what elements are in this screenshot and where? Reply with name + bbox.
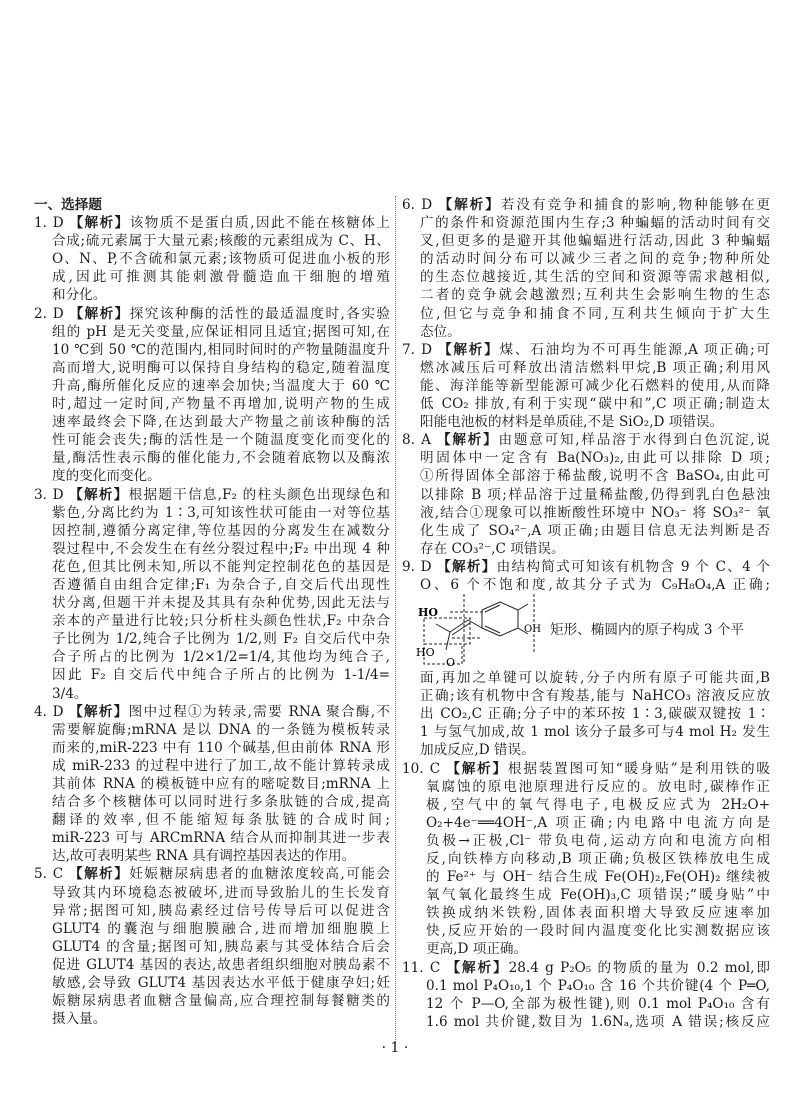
answer-letter: C bbox=[52, 866, 64, 883]
answer-text: 根据装置图可知“暖身贴”是利用铁的吸 bbox=[507, 760, 770, 777]
answer-line: 敏感,会导致 GLUT4 基因表达水平低于健康孕妇;妊 bbox=[52, 975, 390, 992]
answer-line: O、6 个不饱和度,故其分子式为 C₉H₈O₄,A 正确; bbox=[420, 576, 770, 593]
answer-line: 亲本的产量进行比较;只分析柱头颜色性状,F₂ 中杂合 bbox=[52, 613, 390, 630]
answer-line: 成 miR-233 的过程中进行了加工,故不能计算转录成 bbox=[52, 757, 390, 774]
question-number: 3. bbox=[34, 486, 47, 503]
answer-line: 合成;硫元素属于大量元素;核酸的元素组成为 C、H、 bbox=[52, 233, 390, 250]
answer-line: 紫色,分离比约为 1∶3,可知该性状可能由一对等位基 bbox=[52, 504, 390, 521]
analysis-tag: 【解析】 bbox=[438, 341, 500, 358]
answer-text: 28.4 g P₂O₅ 的物质的量为 0.2 mol,即 bbox=[508, 959, 770, 976]
answer-line: 量,酶活性表示酶的催化能力,不会随着底物以及酶浓 bbox=[52, 450, 390, 467]
answer-line: 高而增大,说明酶可以保持自身结构的稳定,随着温度 bbox=[52, 359, 390, 376]
answer-line: 加成反应,D 错误。 bbox=[420, 742, 535, 759]
answer-line: miR-223 可与 ARCmRNA 结合从而抑制其进一步表 bbox=[52, 830, 390, 847]
answer-line: 娠糖尿病患者血糖含量偏高,应合理控制每餐糖类的 bbox=[52, 993, 390, 1010]
answer-line: 结合多个核糖体可以同时进行多条肽链的合成,提高 bbox=[52, 794, 390, 811]
answer-line: 1.6 mol 共价键,数目为 1.6Nₐ,选项 A 错误;核反应 bbox=[426, 1013, 770, 1030]
answer-letter: D bbox=[52, 215, 64, 232]
answer-text: 该物质不是蛋白质,因此不能在核糖体上 bbox=[129, 215, 390, 232]
answer-line: 燃冰减压后可释放出清洁燃料甲烷,B 项正确;利用风 bbox=[420, 359, 770, 376]
answer-item-4 bbox=[34, 703, 390, 866]
answer-line: 以排除 B 项;样品溶于过量稀盐酸,仍得到乳白色悬浊 bbox=[420, 486, 770, 503]
answer-line: 出 CO₂,C 正确;分子中的苯环按 1∶3,碳碳双键按 1∶ bbox=[420, 706, 770, 723]
answer-line bbox=[402, 959, 770, 977]
answer-line bbox=[34, 486, 390, 504]
answer-line: 正确;该有机物中含有羧基,能与 NaHCO₃ 溶液反应放 bbox=[420, 688, 770, 705]
answer-line: 快,反应开始的一段时间内温度变化比实测数据应该 bbox=[426, 923, 770, 940]
answer-item-5 bbox=[34, 865, 390, 1028]
answer-text: 由结构简式可知该有机物含 9 个 C、4 个 bbox=[496, 558, 770, 575]
answer-line: 位,但它与竞争和捕食不同,互利共生倾向于扩大生 bbox=[420, 305, 770, 322]
answer-line: 花色,但其比例未知,所以不能判定控制花色的基因是 bbox=[52, 558, 390, 575]
answer-line: 阳能电池板的材料是单质硅,不是 SiO₂,D 项错误。 bbox=[420, 414, 724, 431]
answer-line: 0.1 mol P₄O₁₀,1 个 P₄O₁₀ 含 16 个共价键(4 个 P═O, bbox=[426, 977, 770, 994]
answer-line: GLUT4 的囊泡与细胞膜融合,进而增加细胞膜上 bbox=[52, 920, 390, 937]
answer-line: 度的变化而变化。 bbox=[52, 468, 161, 485]
answer-letter: D bbox=[421, 341, 432, 358]
analysis-tag: 【解析】 bbox=[69, 866, 130, 883]
answer-line: 需要解旋酶;mRNA 是以 DNA 的一条链为模板转录 bbox=[52, 721, 390, 738]
answer-text: 探究该种酶的活性的最适温度时,各实验 bbox=[129, 305, 390, 322]
answer-line: 的活动时间分布可以减少三者之间的竞争;物种所处 bbox=[420, 251, 770, 268]
answer-line: 促进 GLUT4 基因的表达,故患者组织细胞对胰岛素不 bbox=[52, 956, 390, 973]
answer-line: 因此 F₂ 自交后代中纯合子所占的比例为 1-1/4= bbox=[52, 667, 390, 684]
answer-line: 其前体 RNA 的模板链中应有的嘧啶数目;mRNA 上 bbox=[52, 776, 390, 792]
answer-line: 液,结合①现象可以推断酸性环境中 NO₃⁻ 将 SO₃²⁻ 氧 bbox=[420, 504, 770, 521]
answer-item-8 bbox=[402, 431, 770, 558]
answer-line: 和分化。 bbox=[52, 287, 107, 304]
answer-line: O、N、P,不含硫和氯元素;该物质可促进血小板的形 bbox=[52, 251, 390, 268]
answer-line: 裂过程中,不会发生在有丝分裂过程中;F₂ 中出现 4 种 bbox=[52, 540, 390, 557]
answer-letter: C bbox=[429, 760, 441, 777]
answer-letter: D bbox=[52, 703, 64, 720]
answer-line: 氧气氧化最终生成 Fe(OH)₃,C 项错误;“暖身贴”中 bbox=[426, 887, 770, 904]
analysis-tag: 【解析】 bbox=[437, 558, 497, 575]
question-number: 5. bbox=[34, 866, 47, 883]
answer-line: ①所得固体全部溶于稀盐酸,说明不含 BaSO₄,由此可 bbox=[420, 468, 770, 485]
answer-line: 摄入量。 bbox=[52, 1011, 107, 1028]
left-column bbox=[34, 196, 390, 1028]
structure-diagram bbox=[402, 594, 770, 669]
answer-letter: D bbox=[420, 558, 432, 575]
answer-line: 12 个 P—O,全部为极性键),则 0.1 mol P₄O₁₀ 含有 bbox=[426, 995, 770, 1012]
answer-item-10 bbox=[402, 760, 770, 959]
answer-line: 成,因此可推测其能刺激骨髓造血干细胞的增殖 bbox=[52, 269, 390, 286]
answer-text: 若没有竞争和捕食的影响,物种能够在更 bbox=[500, 197, 770, 213]
question-number: 11. bbox=[402, 959, 424, 976]
answer-letter: C bbox=[429, 959, 441, 976]
answer-line: 反,向铁棒方向移动,B 项正确;负极区铁棒放电生成 bbox=[426, 851, 770, 867]
answer-line: 二者的竞争就会越激烈;互利共生会影响生物的生态 bbox=[420, 287, 770, 304]
question-number: 4. bbox=[34, 703, 47, 720]
answer-line: 状分离,但题干并未提及其具有杂种优势,因此无法与 bbox=[52, 595, 390, 612]
answer-line: 铁换成纳米铁粉,固体表面积增大导致反应速率加 bbox=[426, 905, 770, 922]
answer-line: 化生成了 SO₄²⁻,A 项正确;由题目信息无法判断是否 bbox=[420, 522, 770, 539]
answer-item-2 bbox=[34, 305, 390, 486]
answer-line: 翻译的效率,但不能缩短每条肽链的合成时间; bbox=[52, 812, 390, 829]
answer-line: 的生态位越接近,其生活的空间和资源等需求越相似, bbox=[420, 269, 770, 286]
answer-line: GLUT4 的含量;据图可知,胰岛素与其受体结合后会 bbox=[52, 938, 390, 955]
structural-formula-figure bbox=[416, 594, 546, 669]
oh-label: OH bbox=[524, 624, 541, 636]
answer-line: 明固体中一定含有 Ba(NO₃)₂,由此可以排除 D 项; bbox=[420, 450, 770, 467]
answer-letter: D bbox=[52, 486, 64, 503]
answer-line bbox=[402, 431, 770, 449]
answer-text: 图中过程①为转录,需要 RNA 聚合酶,不 bbox=[128, 703, 390, 720]
answer-line bbox=[34, 305, 390, 323]
answer-item-1 bbox=[34, 214, 390, 304]
answer-line: 否遵循自由组合定律;F₁ 为杂合子,自交后代出现性 bbox=[52, 576, 390, 593]
analysis-tag: 【解析】 bbox=[438, 197, 501, 213]
o-label: O bbox=[446, 656, 456, 670]
answer-line: O₂+4e⁻══4OH⁻,A 项正确;内电路中电流方向是 bbox=[426, 814, 770, 831]
answer-line bbox=[402, 760, 770, 778]
answer-line: 1 与氢气加成,故 1 mol 该分子最多可与4 mol H₂ 发生 bbox=[420, 724, 770, 741]
analysis-tag: 【解析】 bbox=[69, 486, 129, 503]
question-number: 6. bbox=[402, 197, 415, 213]
answer-line: 10 ℃到 50 ℃的范围内,相同时间时的产物量随温度升 bbox=[52, 341, 390, 358]
answer-line: 的 Fe²⁺ 与 OH⁻ 结合生成 Fe(OH)₂,Fe(OH)₂ 继续被 bbox=[426, 869, 770, 886]
question-number: 7. bbox=[402, 341, 415, 358]
right-column bbox=[402, 196, 770, 1031]
answer-letter: D bbox=[52, 305, 64, 322]
page-number: · 1 · bbox=[381, 1040, 409, 1056]
answer-item-7 bbox=[402, 341, 770, 431]
answer-line: 更高,D 项正确。 bbox=[426, 941, 528, 958]
answer-line: 速率最终会下降,在达到最大产物量之前该种酶的活 bbox=[52, 414, 390, 431]
answer-text: 煤、石油均为不可再生能源,A 项正确;可 bbox=[499, 341, 770, 358]
answer-line: 广的条件和资源范围内生存;3 种蝙蝠的活动时间有交 bbox=[420, 215, 770, 232]
analysis-tag: 【解析】 bbox=[446, 760, 508, 777]
answer-line bbox=[34, 865, 390, 883]
answer-line: 极,空气中的氧气得电子,电极反应式为 2H₂O+ bbox=[426, 796, 770, 813]
answer-item-9 bbox=[402, 558, 770, 760]
analysis-tag: 【解析】 bbox=[69, 703, 129, 720]
answer-line: 合子所占的比例为 1/2×1/2=1/4,其他均为纯合子, bbox=[52, 649, 390, 666]
answer-letter: A bbox=[421, 432, 431, 449]
answer-item-6 bbox=[402, 196, 770, 341]
diagram-caption-text: 矩形、椭圆内的原子构成 3 个平 bbox=[550, 622, 745, 639]
answer-line: 子比例为 1/2,纯合子比例为 1/2,则 F₂ 自交后代中杂 bbox=[52, 631, 390, 648]
answer-line bbox=[402, 341, 770, 359]
answer-line: 能、海洋能等新型能源可减少化石燃料的使用,从而降 bbox=[420, 377, 770, 394]
answer-line: 氧腐蚀的原电池原理进行反应的。放电时,碳棒作正 bbox=[426, 778, 770, 795]
answer-line: 组的 pH 是无关变量,应保证相同且适宜;据图可知,在 bbox=[52, 323, 390, 340]
answer-text: 妊娠糖尿病患者的血糖浓度较高,可能会 bbox=[129, 866, 390, 883]
answer-line: 3/4。 bbox=[52, 685, 88, 702]
answer-line: 负极→正极,Cl⁻ 带负电荷,运动方向和电流方向相 bbox=[426, 832, 770, 849]
question-number: 8. bbox=[402, 432, 415, 449]
answer-line: 因控制,遵循分离定律,等位基因的分离发生在减数分 bbox=[52, 522, 390, 539]
answer-item-3 bbox=[34, 486, 390, 703]
answer-line bbox=[34, 214, 390, 232]
answer-line: 低 CO₂ 排放,有利于实现“碳中和”,C 项正确;制造太 bbox=[420, 396, 770, 413]
analysis-tag: 【解析】 bbox=[446, 959, 509, 976]
answer-line: 叉,但更多的是避开其他蝙蝠进行活动,因此 3 种蝙蝠 bbox=[420, 233, 770, 250]
answer-letter: D bbox=[421, 197, 433, 213]
analysis-tag: 【解析】 bbox=[69, 305, 130, 322]
answer-text: 由题意可知,样品溶于水得到白色沉淀,说 bbox=[498, 432, 770, 449]
answer-line: 异常;据图可知,胰岛素经过信号传导后可以促进含 bbox=[52, 902, 390, 919]
answer-text: 根据题干信息,F₂ 的柱头颜色出现绿色和 bbox=[128, 486, 390, 503]
answer-line: 面,再加之单键可以旋转,分子内所有原子可能共面,B bbox=[420, 670, 770, 687]
analysis-tag: 【解析】 bbox=[437, 432, 499, 449]
answer-line: 导致其内环境稳态被破坏,进而导致胎儿的生长发育 bbox=[52, 884, 390, 901]
column-divider bbox=[395, 196, 396, 1044]
answer-line: 态位。 bbox=[420, 323, 461, 340]
answer-line bbox=[402, 558, 770, 576]
answer-line: 性可能会丧失;酶的活性是一个随温度变化而变化的 bbox=[52, 432, 390, 449]
question-number: 1. bbox=[34, 215, 47, 232]
section-heading: 一、选择题 bbox=[34, 197, 102, 213]
question-number: 2. bbox=[34, 305, 47, 322]
answer-line bbox=[402, 196, 770, 214]
answer-line: 时,超过一定时间,产物量不再增加,说明产物的生成 bbox=[52, 396, 390, 413]
ho-label: HO bbox=[416, 646, 435, 660]
analysis-tag: 【解析】 bbox=[69, 215, 130, 232]
ho-label: HO bbox=[418, 606, 438, 620]
question-number: 9. bbox=[402, 558, 415, 575]
answer-line: 达,故可表明某些 RNA 具有调控基因表达的作用。 bbox=[52, 848, 356, 865]
answer-line: 升高,酶所催化反应的速率会加快;当温度大于 60 ℃ bbox=[52, 377, 390, 394]
answer-line bbox=[34, 703, 390, 721]
answer-line: 存在 CO₃²⁻,C 项错误。 bbox=[420, 540, 565, 557]
answer-item-11 bbox=[402, 959, 770, 1031]
question-number: 10. bbox=[402, 760, 424, 777]
answer-line: 而来的,miR-223 中有 110 个碱基,但由前体 RNA 形 bbox=[52, 739, 390, 756]
